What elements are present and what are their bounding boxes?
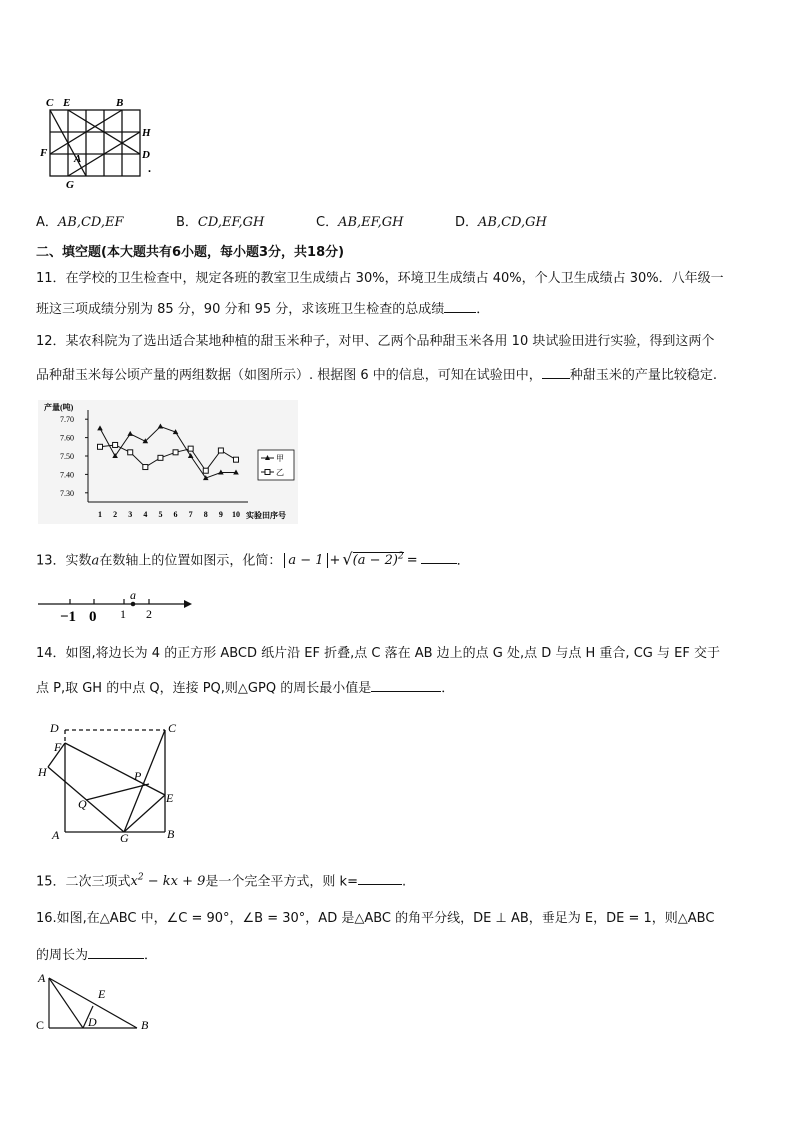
q11-line1: 11．在学校的卫生检查中，规定各班的教室卫生成绩占 30%，环境卫生成绩占 40%，个人卫生成绩占 30%．八年级一: [36, 271, 724, 286]
q10-grid-figure: [38, 92, 158, 192]
q16-label-e: E: [98, 987, 106, 1001]
q10-option-d-value: AB,CD,GH: [478, 215, 547, 230]
q16-label-d: D: [88, 1015, 97, 1029]
q16-label-a: A: [38, 971, 46, 985]
series-yi-point: [128, 450, 133, 455]
q14-label-c: C: [168, 721, 177, 735]
q13-answer-blank[interactable]: [421, 551, 457, 564]
q10-option-c[interactable]: [316, 211, 404, 230]
chart-xlabel: 实验田序号: [246, 511, 286, 520]
q11-answer-blank[interactable]: [444, 300, 476, 313]
q10-option-c-letter: C．: [316, 215, 339, 230]
q12-answer-blank[interactable]: [542, 366, 570, 379]
q10-label-h: H: [142, 127, 151, 139]
q14-label-a: A: [52, 828, 60, 842]
q10-label-c: C: [46, 97, 54, 109]
legend-square-marker: [265, 470, 270, 475]
point-a-marker: [131, 602, 136, 607]
series-yi-point: [143, 465, 148, 470]
q13-exponent: 2: [397, 552, 404, 562]
q14-label-h: H: [38, 765, 47, 779]
q15-expr-x: x: [130, 874, 138, 890]
q15-answer-blank[interactable]: [358, 872, 402, 885]
tick-label-0: 0: [89, 609, 97, 624]
q10-option-d-letter: D．: [455, 215, 479, 230]
q10-option-a-letter: A．: [36, 215, 58, 230]
q15-expr-rest: − kx + 9: [143, 874, 206, 890]
q13-eq: =: [406, 553, 418, 569]
series-yi-point: [113, 442, 118, 447]
q15-mid: 是一个完全平方式，则 k=: [205, 874, 358, 890]
q13-mid: 在数轴上的位置如图示，化简：: [99, 553, 282, 569]
q10-label-g: G: [66, 179, 74, 191]
y-tick-label: 7.60: [60, 433, 74, 443]
yield-line-chart: [38, 400, 298, 524]
q16-line1: 16.如图,在△ABC 中，∠C = 90°，∠B = 30°，AD 是△ABC 的角平分线，DE ⊥ AB，垂足为 E，DE = 1，则△ABC: [36, 911, 715, 926]
q16-label-c: C: [36, 1018, 45, 1032]
q12-line2a: 品种甜玉米每公顷产量的两组数据（如图所示）. 根据图 6 中的信息，可知在试验田中，: [36, 368, 542, 383]
q10-label-d: D: [142, 149, 150, 161]
q15-line: [36, 869, 406, 891]
x-tick-label: 9: [218, 510, 223, 519]
q16-label-b: B: [141, 1018, 149, 1032]
chart-ylabel: 产量(吨): [44, 403, 74, 412]
tick-label-2: 2: [146, 607, 152, 621]
q14-line2-text: 点 P,取 GH 的中点 Q，连接 PQ,则△GPQ 的周长最小值是: [36, 681, 372, 696]
q13-number-line: [36, 588, 196, 624]
q10-label-a: A: [74, 153, 82, 165]
x-tick-label: 5: [158, 510, 163, 519]
q11-end: ．: [476, 302, 490, 317]
tick-label-neg1: −1: [60, 609, 77, 624]
y-tick-label: 7.50: [60, 452, 74, 461]
q14-label-b: B: [167, 827, 175, 841]
chart-legend: [258, 450, 294, 480]
q14-label-f: F: [54, 740, 62, 754]
y-tick-label: 7.40: [60, 470, 74, 480]
y-tick-label: 7.30: [60, 488, 74, 498]
q10-option-a[interactable]: [36, 211, 124, 230]
x-tick-label: 10: [232, 510, 240, 519]
q14-label-p: P: [134, 769, 142, 783]
q13-sqrt-expr: [353, 552, 404, 568]
q14-answer-blank[interactable]: [371, 679, 441, 692]
q13-end: ．: [456, 553, 470, 569]
q10-option-b[interactable]: [176, 211, 264, 230]
legend-label-jia: 甲: [276, 454, 284, 463]
x-tick-label: 6: [173, 510, 178, 519]
series-yi-point: [173, 450, 178, 455]
x-tick-label: 2: [113, 510, 118, 519]
q11-line2: [36, 300, 489, 319]
x-tick-label: 1: [98, 510, 102, 519]
q14-label-d: D: [50, 721, 59, 735]
q14-end: ．: [441, 681, 455, 696]
q16-line2-text: 的周长为: [36, 948, 89, 963]
q15-expr: [131, 874, 206, 889]
q13-var: a: [91, 553, 100, 569]
q10-option-c-value: AB,EF,GH: [338, 215, 404, 230]
section-heading: 二、填空题(本大题共有6小题，每小题3分，共18分): [36, 245, 345, 260]
tick-label-1: 1: [120, 607, 126, 621]
q10-option-a-value: AB,CD,EF: [57, 215, 124, 230]
series-yi-point: [98, 444, 103, 449]
q10-label-e: E: [63, 97, 71, 109]
point-a-label: a: [130, 588, 136, 602]
q13-sqrt-inner: (a − 2): [352, 553, 398, 569]
q14-line1: 14．如图,将边长为 4 的正方形 ABCD 纸片沿 EF 折叠,点 C 落在 AB 边上的点 G 处,点 D 与点 H 重合, CG 与 EF 交于: [36, 646, 720, 661]
q16-line2: [36, 946, 157, 965]
q14-square-fold-figure: [34, 716, 184, 842]
q10-option-b-letter: B．: [176, 215, 198, 230]
q12-line1: 12．某农科院为了选出适合某地种植的甜玉米种子，对甲、乙两个品种甜玉米各用 10 块试验田进行实验，得到这两个: [36, 334, 715, 349]
q16-answer-blank[interactable]: [88, 946, 144, 959]
q16-triangle-figure: [34, 970, 164, 1036]
q10-label-f: F: [40, 147, 48, 159]
series-yi-point: [158, 455, 163, 460]
q14-line2: [36, 679, 454, 698]
number-line-arrow-icon: [184, 600, 192, 608]
x-tick-label: 3: [128, 510, 133, 519]
x-tick-label: 8: [203, 510, 208, 519]
y-tick-label: 7.70: [60, 415, 74, 425]
x-tick-label: 7: [188, 510, 193, 519]
q13-prefix: 13．实数: [36, 553, 92, 569]
q12-line2b: 种甜玉米的产量比较稳定.: [569, 368, 717, 383]
q13-line: 13．实数a在数轴上的位置如图示，化简： $a - 1 + √(a - 2)^2$ = ．: [36, 549, 470, 569]
legend-label-yi: 乙: [276, 468, 284, 477]
q10-option-d[interactable]: [455, 211, 547, 230]
q10-label-dot: .: [148, 161, 151, 175]
series-yi-point: [188, 446, 193, 451]
x-tick-label: 4: [143, 510, 148, 519]
series-yi-point: [218, 448, 223, 453]
q11-line2-text: 班这三项成绩分别为 85 分，90 分和 95 分，求该班卫生检查的总成绩: [36, 302, 445, 317]
q10-option-b-value: CD,EF,GH: [197, 215, 265, 230]
q16-end: ．: [144, 948, 158, 963]
q10-label-b: B: [116, 97, 124, 109]
series-yi-point: [234, 457, 239, 462]
q14-label-q: Q: [78, 797, 87, 811]
q15-prefix: 15．二次三项式: [36, 874, 131, 890]
q15-end: .: [401, 874, 407, 890]
q14-label-g: G: [120, 831, 129, 842]
series-yi-point: [203, 468, 208, 473]
q13-abs-expr: a − 1: [284, 553, 327, 568]
q15-exponent: 2: [137, 873, 144, 883]
q12-line2: [36, 366, 717, 385]
q14-label-e: E: [166, 791, 174, 805]
